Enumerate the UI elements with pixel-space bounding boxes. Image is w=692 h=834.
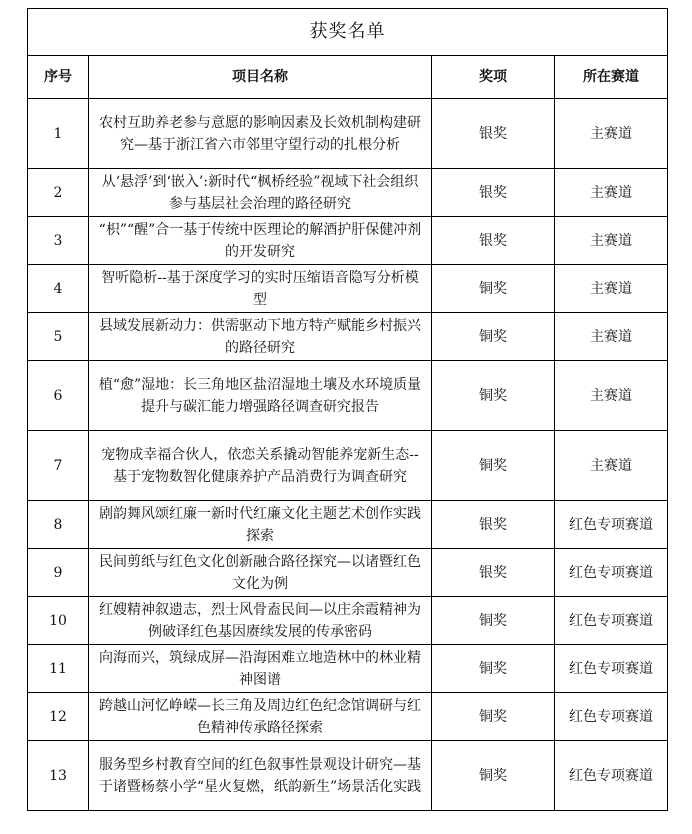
- row-award: 铜奖: [432, 693, 555, 741]
- row-track: 主赛道: [555, 265, 668, 313]
- row-award: 铜奖: [432, 741, 555, 811]
- row-index: 12: [28, 693, 89, 741]
- table-row: [28, 313, 668, 361]
- row-project-name: 智听隐析--基于深度学习的实时压缩语音隐写分析模型: [89, 265, 432, 313]
- row-track: 主赛道: [555, 169, 668, 217]
- row-award: 银奖: [432, 549, 555, 597]
- row-track: 红色专项赛道: [555, 741, 668, 811]
- table-row: [28, 265, 668, 313]
- row-project-name: 红嫂精神叙遗志，烈士风骨盍民间—以庄余霞精神为例破译红色基因赓续发展的传承密码: [89, 597, 432, 645]
- row-track: 红色专项赛道: [555, 501, 668, 549]
- award-list-table: [27, 8, 668, 811]
- row-award: 铜奖: [432, 313, 555, 361]
- table-row: [28, 693, 668, 741]
- row-project-name: 县域发展新动力：供需驱动下地方特产赋能乡村振兴的路径研究: [89, 313, 432, 361]
- table-row: [28, 361, 668, 431]
- row-award: 铜奖: [432, 431, 555, 501]
- table-row: [28, 645, 668, 693]
- row-project-name: “枳”“醒”合一基于传统中医理论的解酒护肝保健冲剂的开发研究: [89, 217, 432, 265]
- row-project-name: 农村互助养老参与意愿的影响因素及长效机制构建研究—基于浙江省六市邻里守望行动的扎根分析: [89, 99, 432, 169]
- row-award: 铜奖: [432, 645, 555, 693]
- row-project-name: 宠物成幸福合伙人，依恋关系撬动智能养宠新生态--基于宠物数智化健康养护产品消费行为调查研究: [89, 431, 432, 501]
- row-index: 13: [28, 741, 89, 811]
- header-track: 所在赛道: [555, 56, 668, 99]
- row-track: 红色专项赛道: [555, 549, 668, 597]
- row-project-name: 民间剪纸与红色文化创新融合路径探究—以诸暨红色文化为例: [89, 549, 432, 597]
- row-index: 2: [28, 169, 89, 217]
- row-award: 银奖: [432, 217, 555, 265]
- table-row: [28, 169, 668, 217]
- row-award: 铜奖: [432, 597, 555, 645]
- row-track: 红色专项赛道: [555, 693, 668, 741]
- row-index: 9: [28, 549, 89, 597]
- row-index: 6: [28, 361, 89, 431]
- row-award: 银奖: [432, 169, 555, 217]
- row-award: 铜奖: [432, 265, 555, 313]
- row-project-name: 从‘悬浮’到‘嵌入’:新时代“枫桥经验”视域下社会组织参与基层社会治理的路径研究: [89, 169, 432, 217]
- row-track: 主赛道: [555, 431, 668, 501]
- row-award: 银奖: [432, 501, 555, 549]
- row-track: 红色专项赛道: [555, 645, 668, 693]
- table-row: [28, 597, 668, 645]
- row-award: 银奖: [432, 99, 555, 169]
- row-index: 5: [28, 313, 89, 361]
- header-index: 序号: [28, 56, 89, 99]
- row-track: 主赛道: [555, 361, 668, 431]
- row-project-name: 跨越山河忆峥嵘—长三角及周边红色纪念馆调研与红色精神传承路径探索: [89, 693, 432, 741]
- row-track: 红色专项赛道: [555, 597, 668, 645]
- row-track: 主赛道: [555, 217, 668, 265]
- row-project-name: 剧韵舞风颂红廉一新时代红廉文化主题艺术创作实践探索: [89, 501, 432, 549]
- row-index: 3: [28, 217, 89, 265]
- row-track: 主赛道: [555, 313, 668, 361]
- row-index: 11: [28, 645, 89, 693]
- row-index: 10: [28, 597, 89, 645]
- table-row: [28, 741, 668, 811]
- header-row: [28, 56, 668, 99]
- table-row: [28, 99, 668, 169]
- table-title: 获奖名单: [28, 9, 668, 56]
- row-project-name: 服务型乡村教育空间的红色叙事性景观设计研究—基于诸暨杨蔡小学“星火复燃，纸韵新生”场景活化实践: [89, 741, 432, 811]
- table-row: [28, 501, 668, 549]
- row-track: 主赛道: [555, 99, 668, 169]
- row-index: 1: [28, 99, 89, 169]
- row-index: 7: [28, 431, 89, 501]
- table-row: [28, 217, 668, 265]
- row-index: 8: [28, 501, 89, 549]
- title-row: [28, 9, 668, 56]
- table-row: [28, 549, 668, 597]
- row-index: 4: [28, 265, 89, 313]
- header-project: 项目名称: [89, 56, 432, 99]
- table-row: [28, 431, 668, 501]
- row-project-name: 向海而兴，筑绿成屏—沿海困难立地造林中的林业精神图谱: [89, 645, 432, 693]
- row-project-name: 植“愈”湿地：长三角地区盐沼湿地土壤及水环境质量提升与碳汇能力增强路径调查研究报告: [89, 361, 432, 431]
- header-award: 奖项: [432, 56, 555, 99]
- row-award: 铜奖: [432, 361, 555, 431]
